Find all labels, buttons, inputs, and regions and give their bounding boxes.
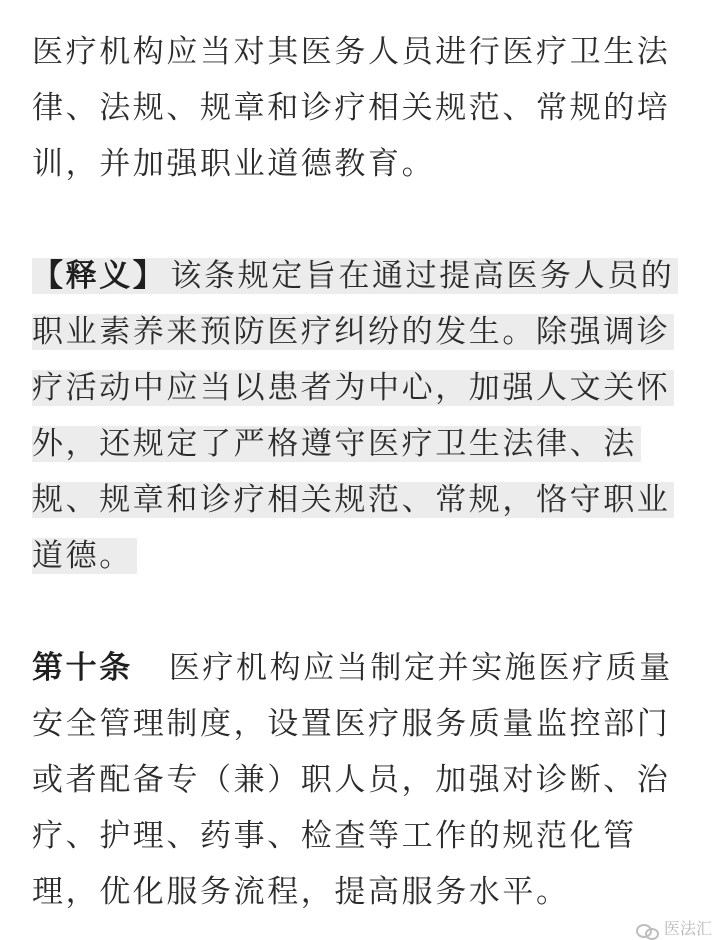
paragraph1-line-3: 训，并加强职业道德教育。: [32, 146, 436, 182]
interpretation-line-3: [32, 366, 674, 410]
interpretation-line-4-text: 外，还规定了严格遵守医疗卫生法律、法: [32, 426, 641, 462]
article10-line-1: [32, 646, 673, 690]
paragraph1-line-1: 医疗机构应当对其医务人员进行医疗卫生法: [32, 34, 671, 70]
interpretation-line-2-text: 职业素养来预防医疗纠纷的发生。除强调诊: [32, 314, 674, 350]
article10-line-5: 理，优化服务流程，提高服务水平。: [32, 874, 570, 910]
interpretation-line-2: [32, 310, 674, 354]
interpretation-line-3-text: 疗活动中应当以患者为中心，加强人文关怀: [32, 370, 674, 406]
interpretation-line-4: [32, 422, 641, 466]
article10-line-3: 或者配备专（兼）职人员，加强对诊断、治: [32, 762, 671, 798]
article10-line-1-text: 医疗机构应当制定并实施医疗质量: [168, 650, 673, 686]
article10-line-2: 安全管理制度，设置医疗服务质量监控部门: [32, 706, 671, 742]
watermark-text: 医法汇: [663, 919, 712, 938]
interpretation-line-6: [32, 534, 137, 578]
interpretation-line-1-text: 该条规定旨在通过提高医务人员的: [170, 258, 678, 294]
wechat-icon: [636, 920, 658, 938]
interpretation-line-1: [32, 254, 678, 298]
interpretation-line-5: [32, 478, 674, 522]
paragraph1-line-2: 律、法规、规章和诊疗相关规范、常规的培: [32, 90, 671, 126]
watermark: [636, 916, 712, 938]
article10-heading: 第十条: [32, 650, 133, 686]
interpretation-heading: 【释义】: [32, 258, 170, 294]
interpretation-line-5-text: 规、规章和诊疗相关规范、常规，恪守职业: [32, 482, 674, 518]
article10-line-4: 疗、护理、药事、检查等工作的规范化管: [32, 818, 637, 854]
interpretation-line-6-text: 道德。: [32, 538, 137, 574]
